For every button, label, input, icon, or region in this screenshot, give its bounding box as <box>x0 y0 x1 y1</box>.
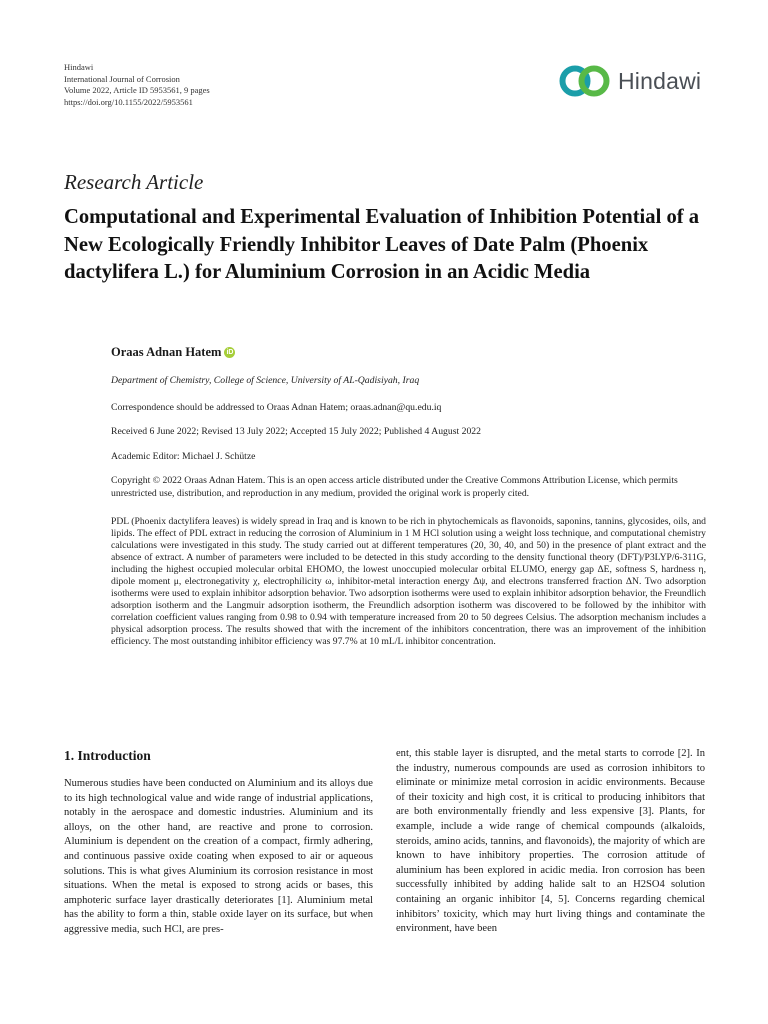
introduction-right-column: ent, this stable layer is disrupted, and the metal starts to corrode [2]. In the industry, numerous compounds are used as corrosion inhibitors to eliminate or minimize metal corrosion in acidic environments. Because of their toxicity and high cost, it is critical to producing inhibitors that are both environmentally friendly and less expensive [3]. Plants, for example, include a wide range of chemical compounds (alkaloids, steroids, amino acids, tannins, and flavonoids), the majority of which are known to have inhibitory properties. The corrosion attitude of aluminium has been explored in acidic media. Iron corrosion has been successfully inhibited by adding halide salt to an H2SO4 solution containing an organic inhibitor [4, 5]. Concerns regarding chemical inhibitors’ toxicity, which may hurt living things and contaminate the environment, have been <box>396 748 705 935</box>
academic-editor: Academic Editor: Michael J. Schütze <box>111 451 256 462</box>
section-heading-introduction: 1. Introduction <box>64 748 151 763</box>
journal-meta <box>64 62 210 108</box>
correspondence: Correspondence should be addressed to Oraas Adnan Hatem; oraas.adnan@qu.edu.iq <box>111 402 442 413</box>
affiliation: Department of Chemistry, College of Science, University of AL-Qadisiyah, Iraq <box>111 375 420 386</box>
author-line <box>111 345 235 360</box>
article-type: Research Article <box>64 170 204 194</box>
logo-text: Hindawi <box>618 67 702 94</box>
author-name: Oraas Adnan Hatem <box>111 345 222 359</box>
publication-dates: Received 6 June 2022; Revised 13 July 2022; Accepted 15 July 2022; Published 4 August 2022 <box>111 426 481 437</box>
copyright-notice: Copyright © 2022 Oraas Adnan Hatem. This is an open access article distributed under the Creative Commons Attribution License, which permits unrestricted use, distribution, and reproduction in any medium, provided the original work is properly cited. <box>111 475 678 499</box>
publisher-name: Hindawi <box>64 62 94 72</box>
volume-info: Volume 2022, Article ID 5953561, 9 pages <box>64 85 210 96</box>
article-title: Computational and Experimental Evaluation of Inhibition Potential of a New Ecologically Friendly Inhibitor Leaves of Date Palm (Phoenix dactylifera L.) for Aluminium Corrosion in an Acidic Media <box>64 206 700 283</box>
hindawi-logo[interactable] <box>558 64 701 98</box>
journal-name: International Journal of Corrosion <box>64 73 180 84</box>
introduction-left-column: Numerous studies have been conducted on Aluminium and its alloys due to its high technological value and wide range of industrial applications, notably in the aerospace and domestic industries. Aluminium and its alloys, on the other hand, are reactive and prone to corrosion. Aluminium is dependent on the creation of a compact, firmly adhering, and continuous passive oxide coating when exposed to air or aqueous solutions. This is what gives Aluminium its corrosion resistance in most situations. When the metal is exposed to strong acids or bases, this amphoteric surface layer drastically deteriorates [1]. Aluminium metal has the ability to form a thin, stable oxide layer on its surface, but when aggressive media, such HCl, are pres- <box>64 778 373 935</box>
orcid-icon[interactable]: iD <box>226 349 234 356</box>
abstract: PDL (Phoenix dactylifera leaves) is widely spread in Iraq and is known to be rich in phytochemicals as flavonoids, saponins, tannins, glycosides, oils, and lipids. The effect of PDL extract in reducing the corrosion of Aluminium in 1 M HCl solution using a weight loss technique, and computational chemistry calculations were investigated in this study. The study carried out at different temperatures (20, 30, 40, and 50) in the presence of plant extract and the absence of extract. A number of parameters were included to be detected in this study according to the density functional theory (DFT)/P3LYP/6-311G, including the highest occupied molecular orbital EHOMO, the lowest unoccupied molecular orbital ELUMO, energy gap ΔE, softness S, hardness η, dipole moment μ, electronegativity χ, electrophilicity ω, inhibitor-metal interaction energy Δψ, and electrons transferred fraction ΔN. Two adsorption isotherms were used to explain inhibitor adsorption behavior. Two adsorption isotherms were used to explain inhibitor adsorption behavior, the Freundlich adsorption isotherm and the Langmuir adsorption isotherm, the Freundlich adsorption isotherm was discovered to be followed by the inhibitor with correlation coefficient values ranging from 0.98 to 0.94 with temperature increased from 20 to 50 degrees Celsius. The adsorption mechanism includes a physical adsorption process. The results showed that with the increment of the inhibitors concentration, there was an improvement of the inhibition efficiency. The most outstanding inhibitor efficiency was 97.7% at 10 mL/L inhibitor concentration. <box>111 516 706 648</box>
doi-link[interactable]: https://doi.org/10.1155/2022/5953561 <box>64 96 193 107</box>
hindawi-logo-icon <box>558 64 612 98</box>
